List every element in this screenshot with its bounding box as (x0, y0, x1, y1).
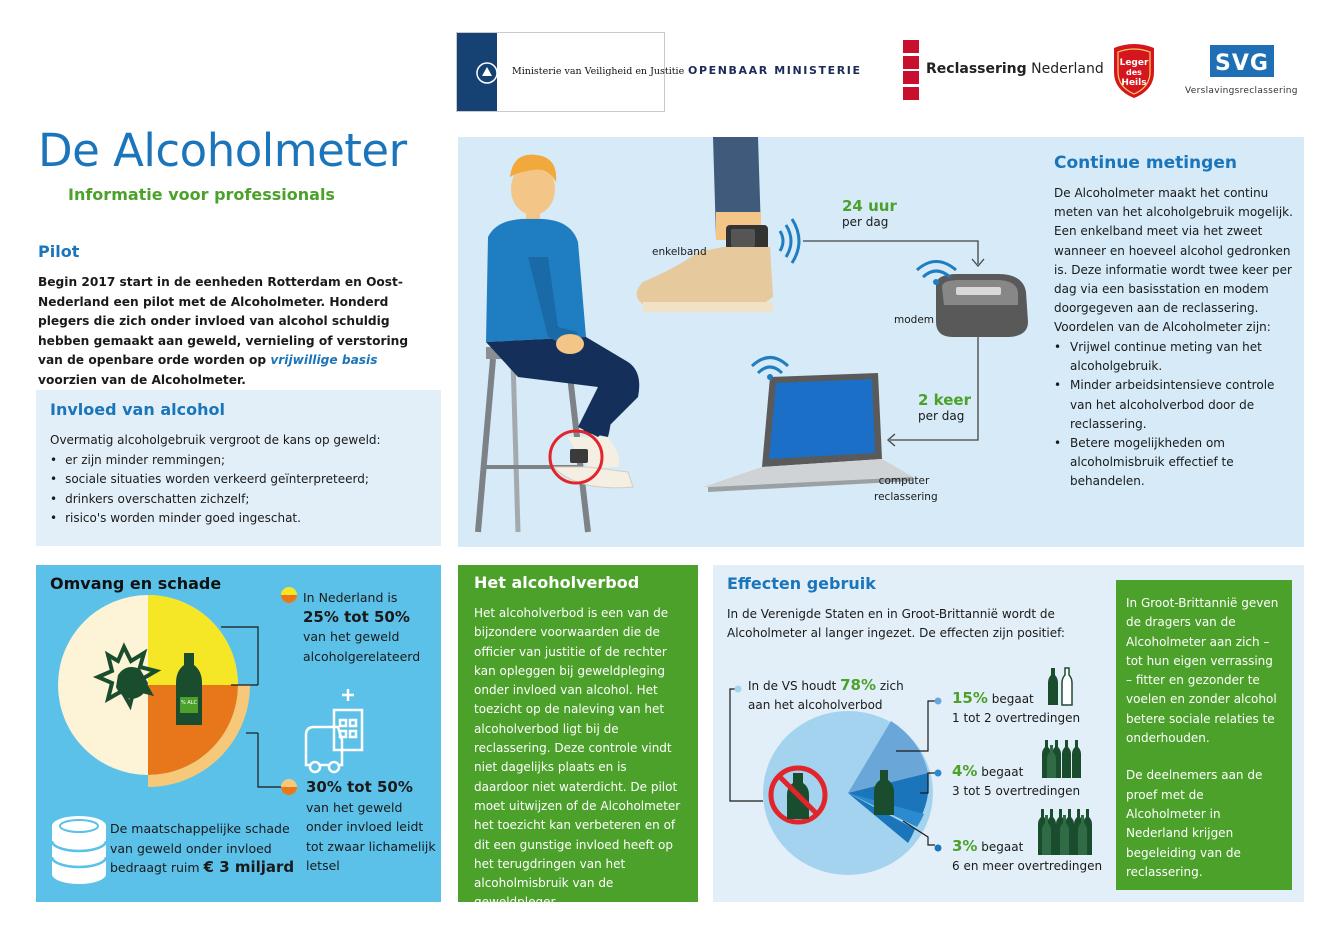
label-computer-line1: computer (878, 475, 930, 487)
uk-text-1: In Groot-Brittannië geven de dragers van de Alcoholmeter aan zich – tot hun eigen verrassing – fitter en gezonder te voelen en zonder alcohol betere sociale relaties te onderhouden. (1126, 596, 1279, 746)
page-title: De Alcoholmeter (38, 124, 407, 177)
leger-line-1: Leger (1119, 58, 1149, 68)
page-subtitle: Informatie voor professionals (68, 185, 335, 204)
effecten-vs-pre: In de VS houdt (748, 679, 837, 693)
violence-pie-icon (58, 595, 250, 787)
monitoring-illustration (458, 137, 1058, 547)
label-modem: modem (894, 314, 935, 326)
effects-pie-icon (763, 711, 933, 875)
effecten-stat-1-text: 1 tot 2 overtredingen (952, 711, 1081, 726)
logo-reclassering-bold: Reclassering (926, 61, 1027, 77)
label-enkelband: enkelband (652, 246, 707, 258)
omvang-stat-2 (306, 778, 436, 876)
freq-2-unit: per dag (918, 409, 965, 423)
marker-dot-icon (935, 698, 942, 705)
leger-line-3: Heils (1121, 78, 1147, 88)
invloed-panel (36, 390, 441, 546)
uk-text-2: De deelnemers aan de proef met de Alcoholmeter in Nederland krijgen begeleiding van de reclassering. (1126, 768, 1263, 879)
reclassering-mark-icon (903, 40, 919, 100)
list-item: • drinkers overschatten zichzelf; (50, 490, 427, 510)
omvang-cost (110, 819, 295, 878)
effecten-stat-1-verb: begaat (991, 692, 1034, 706)
omvang-stat-1-post: van het geweld alcoholgerelateerd (303, 629, 421, 664)
effecten-vs-value: 78% (840, 676, 877, 694)
metingen-text: De Alcoholmeter maakt het continu meten van het alcoholgebruik mogelijk. Een enkelband meet via het zweet wanneer en hoeveel alcohol gedronken is. Deze informatie wordt twee keer per dag via een basisstation en modem doorgegeven aan de reclassering. Voordelen van de Alcoholmeter zijn: (1054, 186, 1293, 335)
effecten-stat-2-verb: begaat (981, 765, 1024, 779)
label-computer (874, 473, 938, 505)
omvang-stat-2-post: van het geweld onder invloed leidt tot zwaar lichamelijk letsel (306, 799, 436, 873)
logo-ministerie (456, 32, 685, 112)
verbod-text: Het alcoholverbod is een van de bijzondere voorwaarden die de officier van justitie of de rechter kan opleggen bij geweldpleging onder invloed van alcohol. Het toezicht op de naleving van het alcoholverbod ligt bij de reclassering. Deze controle vindt niet dagelijks plaats en is daardoor niet waterdicht. De pilot moet uitwijzen of de Alcoholmeter het toezicht kan verbeteren en of dit een gunstige invloed heeft op het terugdringen van het alcoholmisbruik van de geweldpleger. (474, 606, 681, 910)
list-item: • Minder arbeidsintensieve controle van het alcoholverbod door de reclassering. (1054, 376, 1294, 434)
bottle-label: % ALC (180, 700, 198, 706)
logo-svg-text: Verslavingsreclassering (1185, 86, 1298, 96)
pilot-heading: Pilot (38, 242, 80, 261)
leger-line-2: des (1126, 68, 1142, 77)
label-computer-line2: reclassering (874, 491, 938, 503)
leg-ankle-bracelet-icon (637, 137, 799, 312)
list-item: • Betere mogelijkheden om alcoholmisbruik effectief te behandelen. (1054, 434, 1294, 492)
omvang-stat-1-value: 25% tot 50% (303, 607, 410, 626)
omvang-stat-1 (303, 588, 433, 666)
coins-icon (52, 816, 106, 884)
marker-dot-icon (935, 845, 942, 852)
marker-dot-icon (735, 686, 742, 693)
logo-svg-mark (1210, 45, 1274, 77)
effecten-stat-1-value: 15% (952, 689, 988, 707)
logo-leger-des-heils (1108, 42, 1160, 100)
invloed-list (50, 451, 427, 529)
freq-24-value: 24 uur (842, 197, 897, 215)
effecten-stat-2-text: 3 tot 5 overtredingen (952, 784, 1081, 799)
marker-dot-icon (935, 770, 942, 777)
uk-panel (1116, 580, 1292, 890)
omvang-cost-text: De maatschappelijke schade van geweld onder invloed bedraagt ruim (110, 821, 290, 875)
list-item: • sociale situaties worden verkeerd geïnterpreteerd; (50, 470, 427, 490)
pilot-text-before: Begin 2017 start in de eenheden Rotterdam en Oost-Nederland een pilot met de Alcoholmeter. Honderd plegers die zich onder invloed van alcohol schuldig hebben gemaakt aan geweld, vernieling of verstoring van de openbare orde worden op (38, 275, 409, 367)
invloed-heading: Invloed van alcohol (50, 400, 225, 419)
person-icon (486, 155, 639, 488)
pilot-text-emphasis: vrijwillige basis (270, 353, 378, 367)
list-item: • risico's worden minder goed ingeschat. (50, 509, 427, 529)
effecten-stat-2-value: 4% (952, 762, 978, 780)
effecten-heading: Effecten gebruik (727, 574, 876, 593)
laptop-icon (703, 358, 913, 493)
freq-24-unit: per dag (842, 215, 889, 229)
effecten-vs (748, 676, 918, 716)
effecten-stat-3-value: 3% (952, 837, 978, 855)
logo-reclassering (926, 61, 1104, 77)
effecten-stat-3 (952, 837, 1102, 877)
crest-icon (475, 61, 499, 85)
hospital-ambulance-icon (306, 689, 362, 772)
effecten-intro: In de Verenigde Staten en in Groot-Brittannië wordt de Alcoholmeter al langer ingezet. De effecten zijn positief: (727, 607, 1065, 641)
effecten-stat-2 (952, 762, 1080, 802)
invloed-intro: Overmatig alcoholgebruik vergroot de kans op geweld: (50, 433, 381, 447)
logo-om: OPENBAAR MINISTERIE (688, 64, 862, 77)
metingen-list (1054, 338, 1294, 492)
effecten-stat-3-verb: begaat (981, 840, 1024, 854)
pilot-text-after: voorzien van de Alcoholmeter. (38, 372, 246, 387)
effecten-vs-post: zich aan het alcoholverbod (748, 679, 904, 713)
logo-ministerie-text: Ministerie van Veiligheid en Justitie (512, 66, 685, 77)
omvang-heading: Omvang en schade (50, 574, 222, 593)
logo-svg-letters: SVG (1215, 51, 1269, 76)
verbod-heading: Het alcoholverbod (474, 573, 640, 592)
freq-2-value: 2 keer (918, 391, 971, 409)
pilot-text (38, 273, 433, 390)
verbod-panel (458, 565, 698, 910)
metingen-heading: Continue metingen (1054, 153, 1237, 173)
omvang-cost-value: € 3 miljard (203, 858, 295, 876)
list-item: • Vrijwel continue meting van het alcoholgebruik. (1054, 338, 1294, 376)
omvang-stat-1-pre: In Nederland is (303, 590, 398, 605)
effecten-stat-1 (952, 689, 1080, 729)
omvang-stat-2-value: 30% tot 50% (306, 778, 413, 796)
logo-reclassering-rest: Nederland (1031, 61, 1104, 77)
effecten-stat-3-text: 6 en meer overtredingen (952, 859, 1103, 874)
list-item: • er zijn minder remmingen; (50, 451, 427, 471)
